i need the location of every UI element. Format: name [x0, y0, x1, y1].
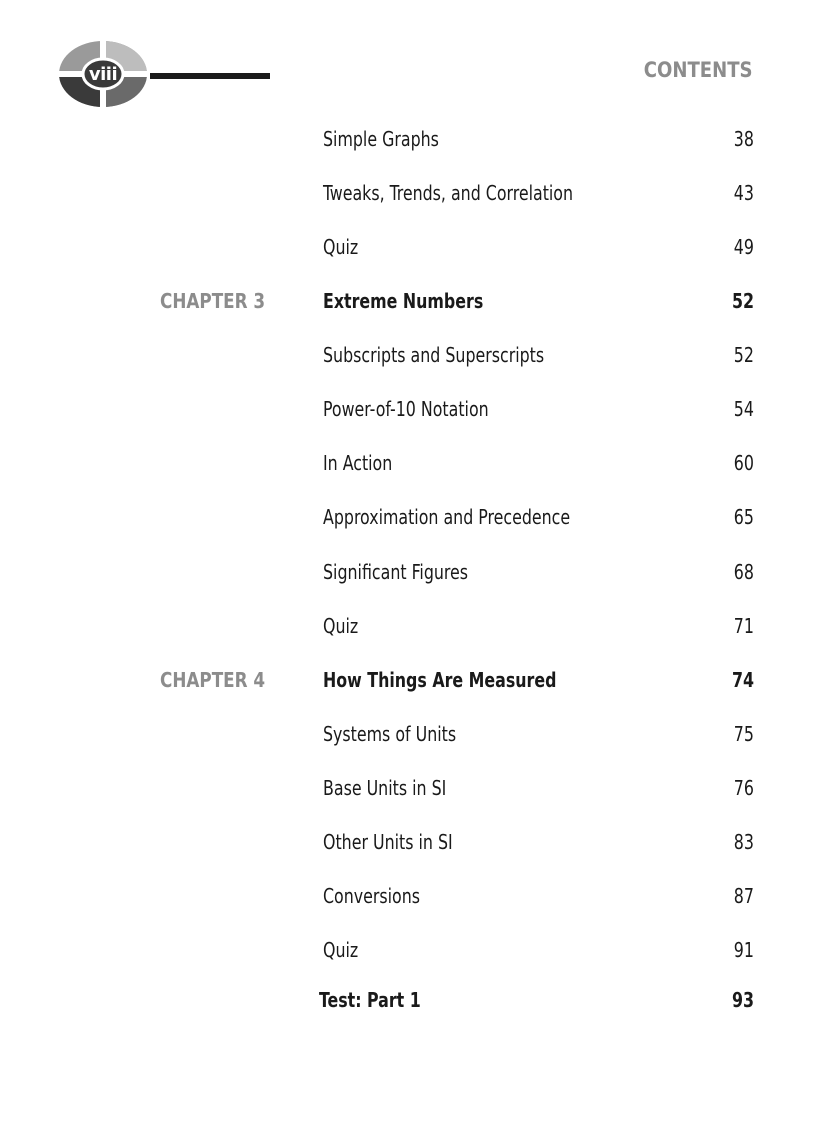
entry-title: Subscripts and Superscripts	[323, 343, 545, 367]
toc-entry	[0, 884, 816, 914]
entry-page: 52	[731, 289, 754, 313]
chapter-title: Extreme Numbers	[323, 289, 484, 313]
entry-title: Quiz	[323, 938, 359, 962]
entry-title: Approximation and Precedence	[323, 505, 571, 529]
entry-page: 91	[733, 938, 754, 962]
entry-title: Other Units in SI	[323, 830, 453, 854]
entry-title: Significant Figures	[323, 560, 469, 584]
entry-page: 71	[733, 614, 754, 638]
test-title: Test: Part 1	[319, 988, 421, 1012]
toc-entry	[0, 127, 816, 157]
toc-chapter-entry	[0, 668, 816, 698]
toc-entry	[0, 397, 816, 427]
entry-page: 54	[733, 397, 754, 421]
entry-page: 68	[733, 560, 754, 584]
chapter-label: CHAPTER 3	[160, 289, 266, 313]
chapter-label: CHAPTER 4	[160, 668, 266, 692]
entry-page: 87	[733, 884, 754, 908]
toc-chapter-entry	[0, 289, 816, 319]
entry-page: 83	[733, 830, 754, 854]
entry-page: 65	[733, 505, 754, 529]
entry-title: Power-of-10 Notation	[323, 397, 489, 421]
toc-entry	[0, 235, 816, 265]
entry-page: 52	[733, 343, 754, 367]
entry-title: Quiz	[323, 235, 359, 259]
toc-entry	[0, 938, 816, 968]
toc-entry	[0, 343, 816, 373]
entry-page: 74	[731, 668, 754, 692]
entry-title: Conversions	[323, 884, 421, 908]
entry-title: Tweaks, Trends, and Correlation	[323, 181, 574, 205]
toc-entry	[0, 776, 816, 806]
page-number: viii	[88, 63, 118, 85]
toc-entry	[0, 614, 816, 644]
entry-title: Systems of Units	[323, 722, 457, 746]
entry-page: 60	[733, 451, 754, 475]
header-rule	[150, 73, 270, 79]
entry-page: 93	[731, 988, 754, 1012]
toc-entry	[0, 505, 816, 535]
page-number-badge	[58, 38, 162, 110]
toc-entry	[0, 181, 816, 211]
entry-title: In Action	[323, 451, 393, 475]
toc-entry	[0, 830, 816, 860]
toc-entry	[0, 451, 816, 481]
entry-page: 38	[733, 127, 754, 151]
entry-title: Quiz	[323, 614, 359, 638]
entry-page: 49	[733, 235, 754, 259]
toc-test-entry	[0, 988, 816, 1018]
entry-page: 43	[733, 181, 754, 205]
entry-page: 76	[733, 776, 754, 800]
toc-entry	[0, 722, 816, 752]
toc-entry	[0, 560, 816, 590]
entry-title: Simple Graphs	[323, 127, 439, 151]
running-head: CONTENTS	[644, 58, 753, 82]
entry-page: 75	[733, 722, 754, 746]
entry-title: Base Units in SI	[323, 776, 447, 800]
chapter-title: How Things Are Measured	[323, 668, 557, 692]
